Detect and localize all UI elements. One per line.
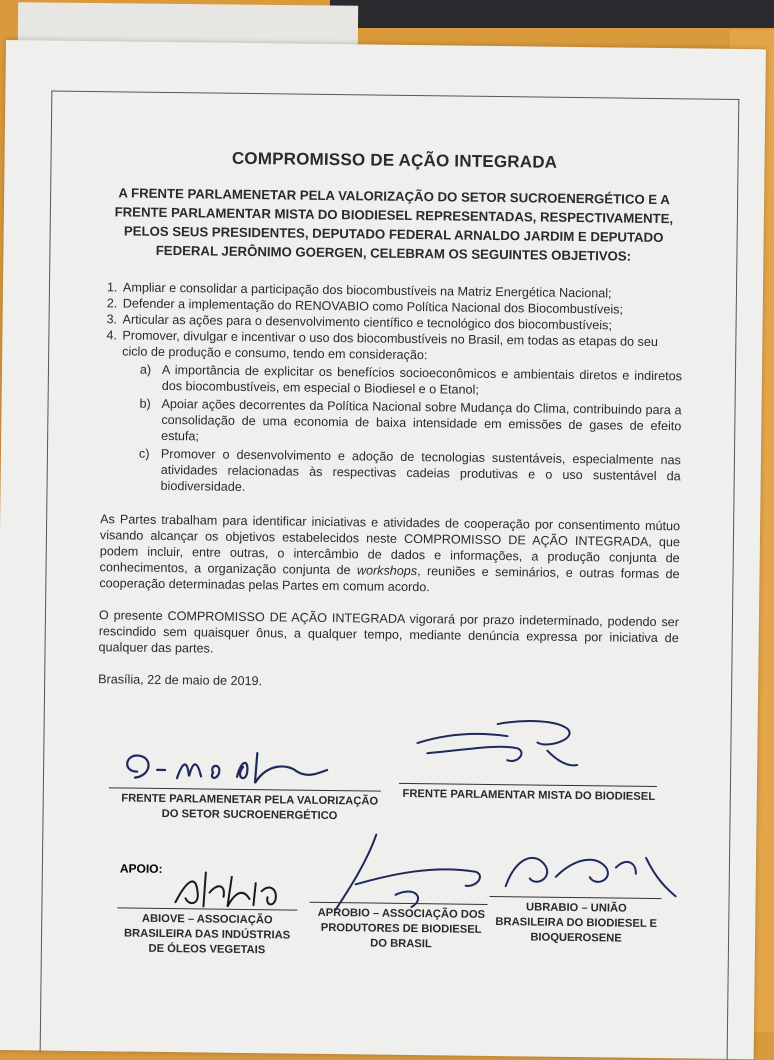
paragraph-text: , reuniões e seminários, e outras formas de cooperação determinadas pelas Partes em comum acordo.	[99, 564, 680, 595]
signature-right-label: FRENTE PARLAMENTAR MISTA DO BIODIESEL	[402, 787, 656, 803]
objective-item: 2. Defender a implementação do RENOVABIO como Política Nacional dos Biocombustíveis;	[121, 295, 683, 318]
signature-left-label: FRENTE PARLAMENETAR PELA VALORIZAÇÃO DO SETOR SUCROENERGÉTICO	[121, 792, 379, 823]
signature-ubrabio-label: UBRABIO – UNIÃO BRASILEIRA DO BIODIESEL E BIOQUEROSENE	[495, 901, 658, 945]
apoio-label: APOIO:	[119, 861, 163, 876]
objective-item: 3. Articular as ações para o desenvolvimento científico e tecnológico dos biocombustíveis;	[120, 311, 682, 334]
objectives-list	[100, 279, 683, 500]
cooperation-paragraph	[99, 511, 680, 598]
document-intro: A FRENTE PARLAMENETAR PELA VALORIZAÇÃO DO SETOR SUCROENERGÉTICO E A FRENTE PARLAMENTAR MISTA DO BIODIESEL REPRESENTADAS, RESPECTIVAMENTE, PELOS SEUS PRESIDENTES, DEPUTADO FEDERAL ARNALDO JARDIM E DEPUTADO FEDERAL JERÔNIMO GOERGEN, CELEBRAM OS SEGUINTES OBJETIVOS:	[114, 185, 674, 264]
sub-item-letter: a)	[139, 362, 152, 377]
sub-item-text: Promover o desenvolvimento e adoção de tecnologias sustentáveis, especialmente nas atividades relacionadas às respectivas cadeias produtivas e o uso sustentável da biodiversidade.	[160, 446, 682, 494]
sub-items-list	[120, 361, 682, 500]
document-date: Brasília, 22 de maio de 2019.	[98, 672, 263, 689]
validity-paragraph: O presente COMPROMISSO DE AÇÃO INTEGRADA vigorará por prazo indeterminado, podendo ser rescindido sem quaisquer ônus, a qualquer tempo, mediante denúncia expressa por iniciativa de qualquer das partes.	[98, 608, 680, 656]
signature-right-scribble	[397, 713, 598, 785]
background-dark-area	[330, 0, 774, 28]
objective-text: Promover, divulgar e incentivar o uso dos biocombustíveis no Brasil, em todas as etapas do seu ciclo de produção e consumo, tendo em consideração:	[122, 328, 658, 363]
paragraph-text: As Partes trabalham para identificar iniciativas e atividades de cooperação por consentimento mútuo visando alcançar os objetivos estabelecidos neste COMPROMISSO DE AÇÃO INTEGRADA, que podem incluir, entre outras, o intercâmbio de dados e informações, a produção conjunta de conhecimentos, a organização conjunta de	[99, 512, 681, 578]
objective-item: 1. Ampliar e consolidar a participação dos biocombustíveis na Matriz Energética Nacional;	[121, 279, 683, 302]
sub-item-letter: b)	[139, 396, 151, 411]
signature-left-scribble	[117, 741, 368, 794]
signature-abiove-scribble	[165, 862, 296, 914]
sub-item	[138, 446, 681, 501]
objective-item	[118, 327, 682, 500]
sub-item-letter: c)	[138, 446, 150, 461]
document-title: COMPROMISSO DE AÇÃO INTEGRADA	[231, 148, 558, 172]
signature-aprobio-label: APROBIO – ASSOCIAÇÃO DOS PRODUTORES DE BIODIESEL DO BRASIL	[317, 906, 486, 951]
sub-item-text: A importância de explicitar os benefícios socioeconômicos e ambientais diretos e indiretos dos biocombustíveis, em especial o Biodiesel e o Etanol;	[161, 362, 683, 397]
signature-abiove-label: ABIOVE – ASSOCIAÇÃO BRASILEIRA DAS INDÚSTRIAS DE ÓLEOS VEGETAIS	[123, 912, 291, 957]
sub-item	[140, 362, 682, 401]
paragraph-italic-text: workshops	[356, 563, 418, 579]
document-page	[0, 40, 766, 1059]
sub-item	[139, 396, 682, 451]
document-content	[98, 149, 685, 734]
sub-item-text: Apoiar ações decorrentes da Política Nacional sobre Mudança do Clima, contribuindo para a consolidação de uma economia de baixa intensidade em emissões de gases de efeito estufa;	[161, 396, 682, 444]
background-paper	[18, 2, 358, 46]
